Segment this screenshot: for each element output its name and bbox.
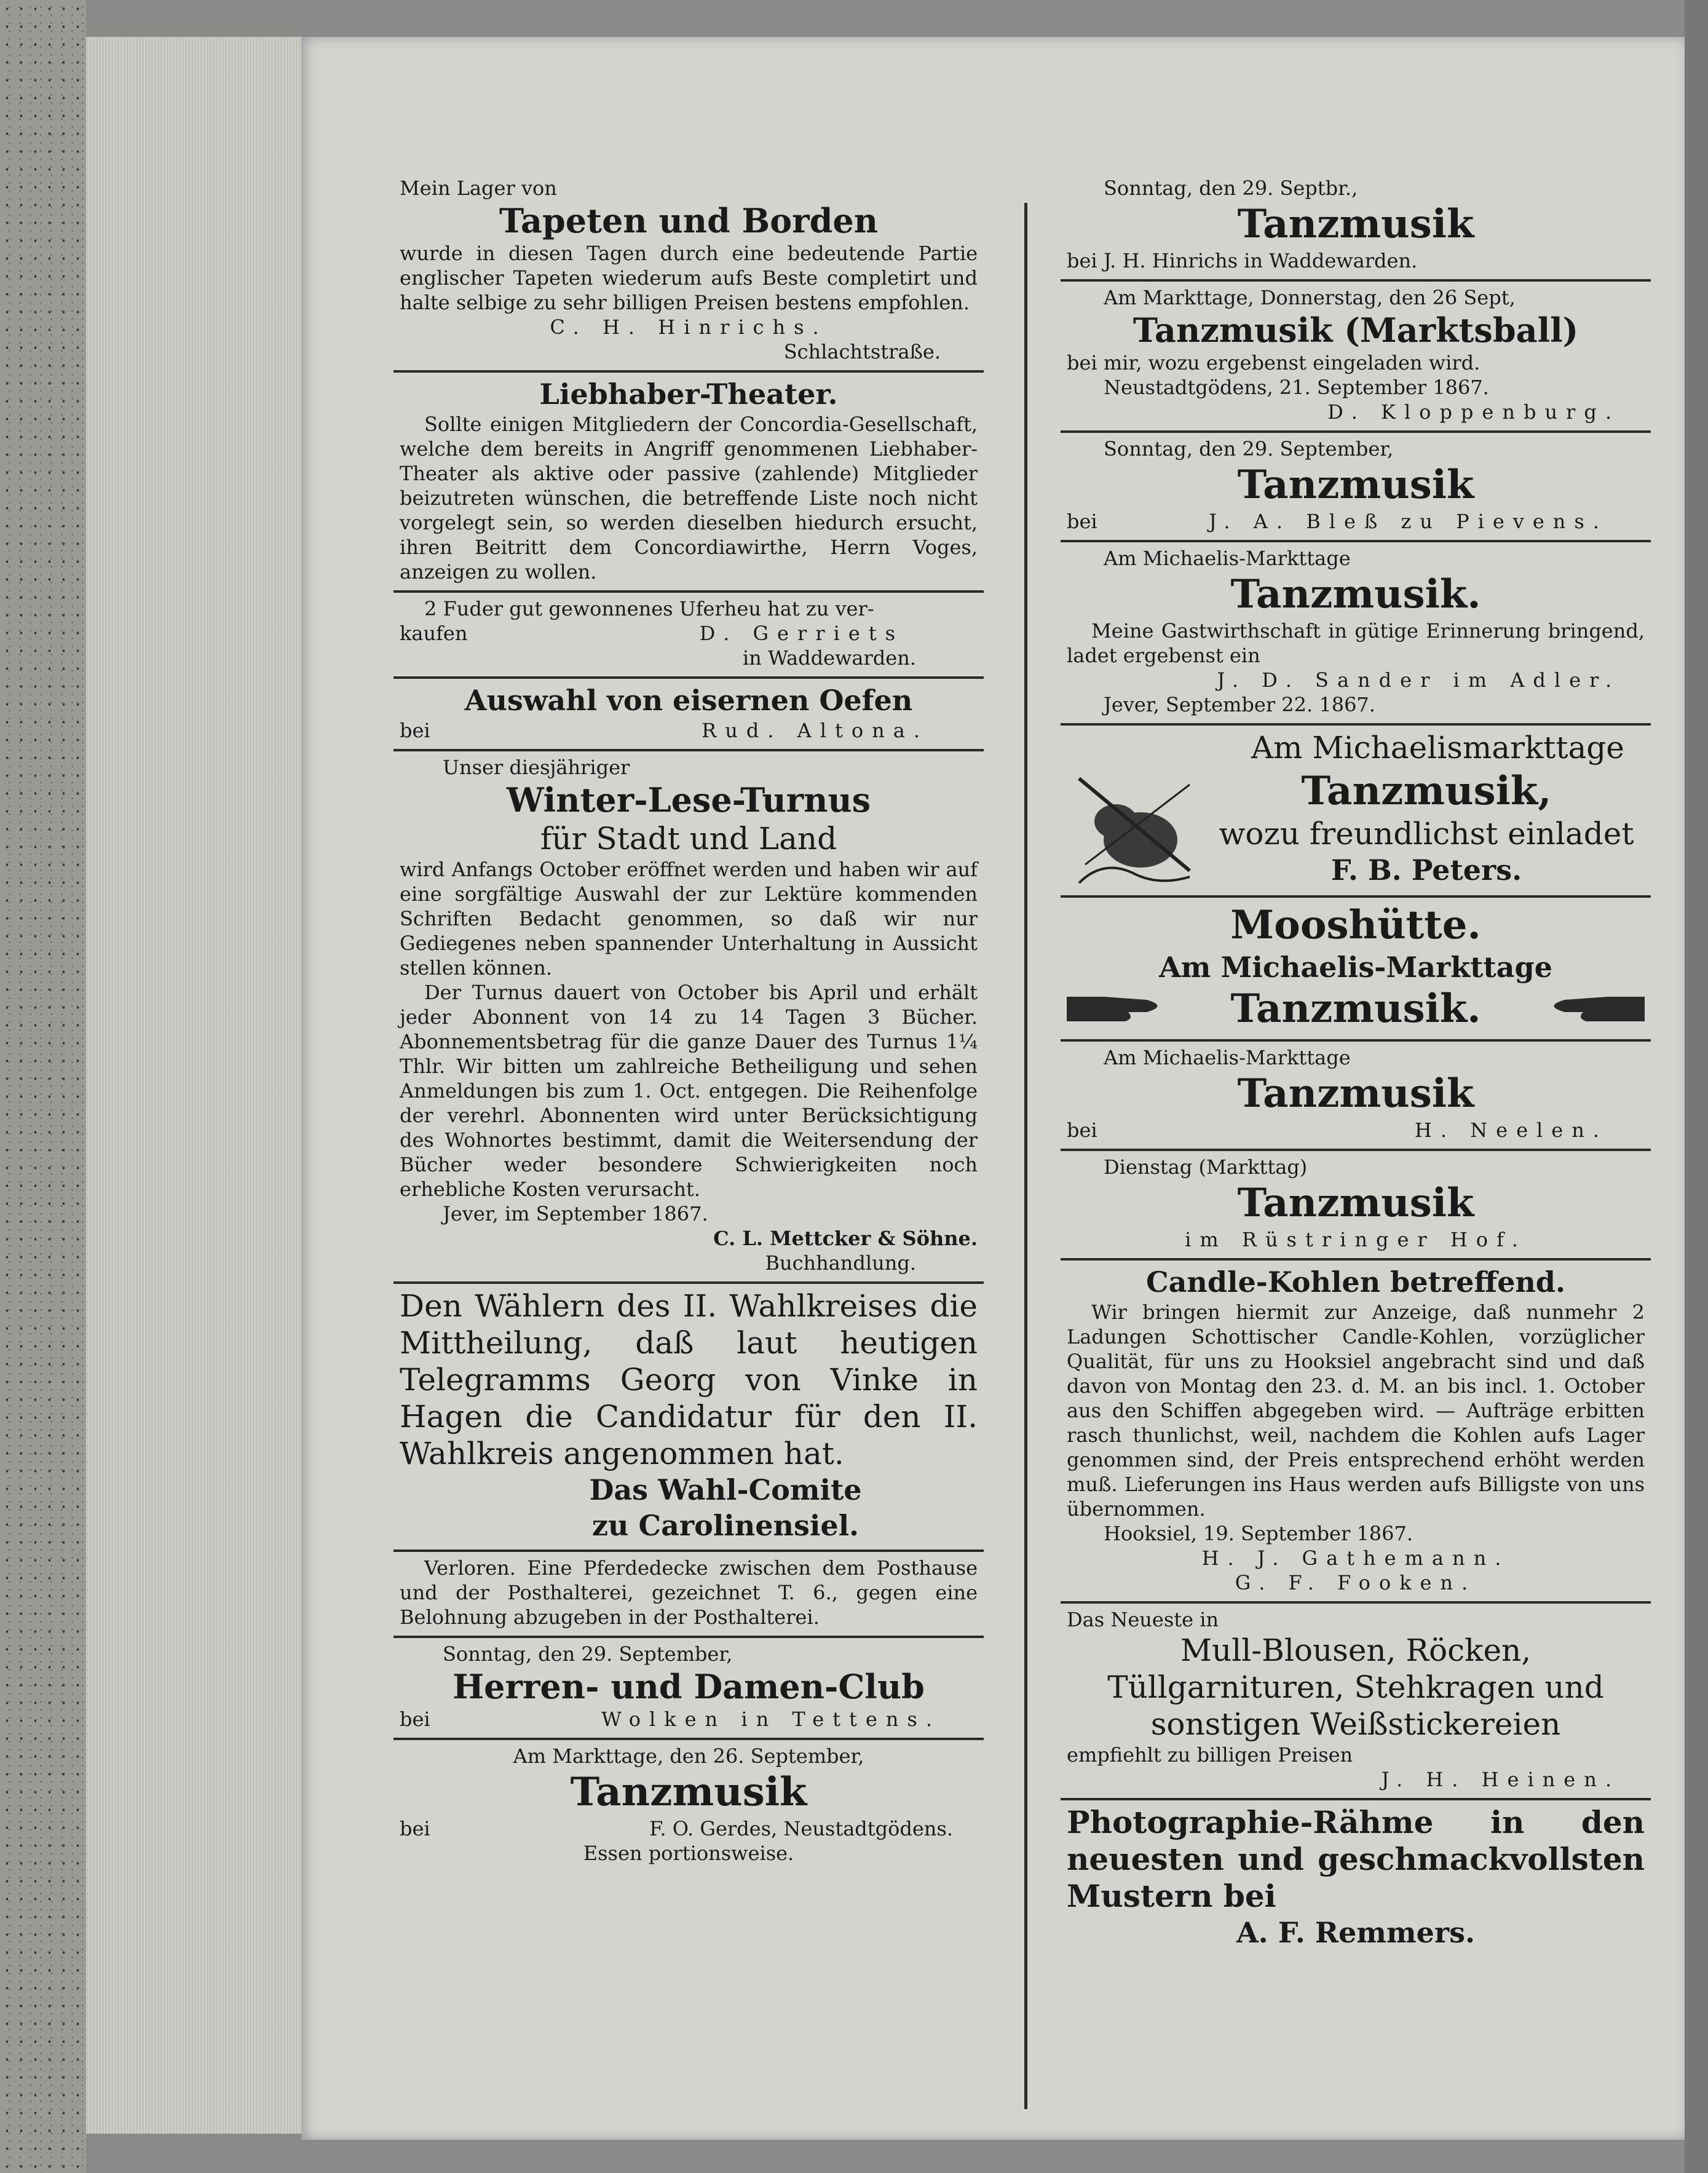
ad-place: in Waddewarden. bbox=[742, 646, 916, 670]
violin-icon bbox=[1067, 766, 1208, 889]
ad-address: Schlachtstraße. bbox=[783, 340, 941, 363]
ad-title: Tanzmusik, bbox=[1301, 768, 1552, 814]
ad-signature: Rud. Altona. bbox=[702, 719, 928, 742]
ad-verloren bbox=[393, 1552, 984, 1638]
ad-signature: F. O. Gerdes, Neustadtgödens. bbox=[649, 1817, 953, 1840]
ad-kloppenburg bbox=[1061, 282, 1651, 433]
ad-title: Tanzmusik bbox=[1237, 1180, 1474, 1226]
ad-signature: F. B. Peters. bbox=[1330, 853, 1522, 887]
ad-date: Sonntag, den 29. Septbr., bbox=[1104, 176, 1358, 200]
ad-title: Winter-Lese-Turnus bbox=[506, 780, 871, 820]
ad-signature-sub: zu Carolinensiel. bbox=[591, 1509, 860, 1542]
ad-signature: C. H. Hinrichs. bbox=[550, 315, 828, 339]
ad-title: Candle-Kohlen betreffend. bbox=[1146, 1265, 1565, 1299]
ad-wahlkreis bbox=[393, 1284, 984, 1552]
ad-title: Tanzmusik bbox=[1237, 462, 1474, 508]
ad-body: wurde in diesen Tagen durch eine bedeutende Partie englischer Tapeten wiederum aufs Beste completirt und halte selbige zu sehr billigen Preisen bestens empfohlen. bbox=[400, 242, 978, 314]
ad-title: Auswahl von eisernen Oefen bbox=[464, 684, 913, 717]
ad-bei: bei bbox=[1067, 1118, 1097, 1142]
ad-subtitle: für Stadt und Land bbox=[540, 821, 837, 857]
ad-date: Am Michaelis-Markttage bbox=[1159, 951, 1552, 984]
ad-line: 2 Fuder gut gewonnenes Uferheu hat zu ver- bbox=[424, 597, 874, 620]
right-column bbox=[1061, 172, 1651, 1957]
ad-place: Neustadtgödens, 21. September 1867. bbox=[1104, 376, 1489, 399]
ad-body: Der Turnus dauert von October bis April und erhält jeder Abonnent von 14 zu 14 Tagen 3 Bücher. Abonnementsbetrag für die ganze Dauer des Turnus 1¼ Thlr. Wir bitten um zahlreiche Betheiligung und sehen Anmeldungen bis zum 1. Oct. entgegen. Die Reihenfolge der verehrl. Abonnenten wird unter Berücksichtigung des Wohnortes bestimmt, damit die Weitersendung der Bücher weder besondere Schwierigkeiten noch erhebliche Kosten verursacht. bbox=[400, 981, 978, 1201]
ad-body: Photographie-Rähme in den neuesten und geschmackvollsten Mustern bei bbox=[1067, 1804, 1645, 1914]
ad-line: wozu freundlichst einladet bbox=[1219, 816, 1634, 852]
pointing-hand-icon bbox=[1540, 988, 1645, 1031]
ad-signature: J. H. Heinen. bbox=[1381, 1768, 1620, 1791]
ad-title: Mull-Blousen, Röcken, Tüllgarnituren, Stehkragen und sonstigen Weißstickereien bbox=[1107, 1633, 1604, 1742]
ad-date: Am Michaelis-Markttage bbox=[1104, 547, 1351, 570]
ad-date: Am Michaelismarkttage bbox=[1251, 730, 1624, 766]
ad-title: Herren- und Damen-Club bbox=[453, 1667, 925, 1706]
ad-body: Wir bringen hiermit zur Anzeige, daß nunmehr 2 Ladungen Schottischer Candle-Kohlen, vorzüglicher Qualität, für uns zu Hooksiel angebracht sind und daß davon von Montag den 23. d. M. an bis incl. 1. October aus den Schiffen abgegeben wird. — Aufträge erbitten rasch thunlichst, weil, nachdem die Kohlen aufs Lager genommen sind, der Preis entsprechend erhöht werden muß. Lieferungen ins Haus werden aufs Billigste von uns übernommen. bbox=[1067, 1300, 1645, 1521]
left-column bbox=[393, 172, 984, 1872]
ad-line: bei J. H. Hinrichs in Waddewarden. bbox=[1067, 249, 1418, 272]
page-stack-edges bbox=[86, 37, 302, 2134]
facing-page-edge bbox=[1685, 0, 1708, 2173]
ad-title: Tanzmusik bbox=[1237, 201, 1474, 247]
ad-neelen bbox=[1061, 1042, 1651, 1151]
ad-bei: bei bbox=[400, 1817, 430, 1840]
ad-title: Mooshütte. bbox=[1230, 902, 1481, 948]
ad-line: bei mir, wozu ergebenst eingeladen wird. bbox=[1067, 351, 1481, 374]
ad-subtitle: Tanzmusik. bbox=[1230, 986, 1481, 1032]
ad-title: Tanzmusik (Marktsball) bbox=[1133, 311, 1579, 350]
ad-bless bbox=[1061, 433, 1651, 542]
ad-tapeten bbox=[393, 172, 984, 373]
ad-lese-turnus bbox=[393, 751, 984, 1284]
ad-bei: bei bbox=[400, 719, 430, 742]
ad-line: im Rüstringer Hof. bbox=[1185, 1228, 1527, 1251]
ad-heinen bbox=[1061, 1604, 1651, 1800]
ad-signature: A. F. Remmers. bbox=[1236, 1916, 1476, 1949]
ad-hinrichs bbox=[1061, 172, 1651, 282]
ad-sander bbox=[1061, 542, 1651, 726]
ad-bei: bei bbox=[400, 1708, 430, 1731]
ad-bei: bei bbox=[1067, 510, 1097, 533]
ad-title: Tanzmusik bbox=[570, 1769, 807, 1815]
ad-note: Essen portionsweise. bbox=[583, 1842, 794, 1865]
column-divider bbox=[1024, 203, 1027, 2109]
ad-signature: H. J. Gathemann. bbox=[1201, 1546, 1510, 1570]
ad-signature: G. F. Fooken. bbox=[1235, 1571, 1477, 1594]
ad-title: Tanzmusik. bbox=[1230, 571, 1481, 617]
ad-body: Sollte einigen Mitgliedern der Concordia-Gesellschaft, welche dem bereits in Angriff genommenen Liebhaber-Theater als aktive oder passive (zahlende) Mitglieder beizutreten wünschen, die betreffende Liste noch nicht vorgelegt sein, so werden dieselben hiedurch ersucht, ihren Beitritt dem Concordiawirthe, Herrn Voges, anzeigen zu wollen. bbox=[400, 413, 978, 584]
ad-body: Den Wählern des II. Wahlkreises die Mittheilung, daß laut heutigen Telegramms Georg von Vinke in Hagen die Candidatur für den II. Wahlkreis angenommen hat. bbox=[400, 1288, 978, 1471]
ad-line: kaufen bbox=[400, 622, 468, 645]
ad-signature: C. L. Mettcker & Söhne. bbox=[713, 1227, 978, 1250]
ad-date: Am Markttage, den 26. September, bbox=[513, 1744, 864, 1768]
ad-date: Am Markttage, Donnerstag, den 26 Sept, bbox=[1104, 286, 1516, 309]
newspaper-page bbox=[301, 37, 1685, 2140]
ad-theater bbox=[393, 373, 984, 593]
ad-intro: Unser diesjähriger bbox=[443, 756, 630, 779]
ad-oefen bbox=[393, 679, 984, 751]
ad-signature: D. Kloppenburg. bbox=[1327, 400, 1620, 424]
ad-fuder bbox=[393, 593, 984, 679]
ad-club bbox=[393, 1638, 984, 1740]
ad-signature: J. A. Bleß zu Pievens. bbox=[1209, 510, 1608, 533]
ad-place: Jever, September 22. 1867. bbox=[1104, 693, 1375, 716]
ad-line: empfiehlt zu billigen Preisen bbox=[1067, 1743, 1353, 1767]
ad-title: Tanzmusik bbox=[1237, 1071, 1474, 1117]
ad-signature: J. D. Sander im Adler. bbox=[1217, 668, 1620, 692]
ad-date: Am Michaelis-Markttage bbox=[1104, 1046, 1351, 1069]
ad-signature: Das Wahl-Comite bbox=[589, 1473, 862, 1506]
book-cover-edge bbox=[0, 0, 86, 2173]
ad-date: Dienstag (Markttag) bbox=[1104, 1155, 1308, 1179]
ad-gerdes bbox=[393, 1740, 984, 1872]
ad-candle bbox=[1061, 1261, 1651, 1604]
ad-body: wird Anfangs October eröffnet werden und haben wir auf eine sorgfältige Auswahl der zur Lektüre kommenden Schriften Bedacht genommen, so daß wir nur Gediegenes neben spannender Unterhaltung in Aussicht stellen können. bbox=[400, 858, 978, 980]
ad-place: Hooksiel, 19. September 1867. bbox=[1104, 1522, 1413, 1545]
ad-date: Jever, im September 1867. bbox=[443, 1202, 708, 1225]
ad-remmers bbox=[1061, 1800, 1651, 1957]
ad-signature-sub: Buchhandlung. bbox=[765, 1251, 916, 1275]
ad-ruestringer bbox=[1061, 1151, 1651, 1261]
ad-signature: D. Gerriets bbox=[699, 622, 904, 645]
ad-signature: Wolken in Tettens. bbox=[601, 1708, 941, 1731]
ad-mooshuette bbox=[1061, 898, 1651, 1042]
pointing-hand-icon bbox=[1067, 988, 1171, 1031]
ad-date: Sonntag, den 29. September, bbox=[443, 1642, 733, 1666]
ad-intro: Mein Lager von bbox=[400, 176, 557, 200]
ad-signature: H. Neelen. bbox=[1414, 1118, 1608, 1142]
ad-intro: Das Neueste in bbox=[1067, 1608, 1219, 1631]
ad-body: Meine Gastwirthschaft in gütige Erinnerung bringend, ladet ergebenst ein bbox=[1067, 619, 1645, 667]
ad-title: Tapeten und Borden bbox=[499, 201, 879, 240]
ad-date: Sonntag, den 29. September, bbox=[1104, 437, 1394, 461]
ad-peters bbox=[1061, 726, 1651, 898]
ad-body: Verloren. Eine Pferdedecke zwischen dem Posthause und der Posthalterei, gezeichnet T. 6., gegen eine Belohnung abzugeben in der Posthalterei. bbox=[400, 1556, 978, 1629]
ad-title: Liebhaber-Theater. bbox=[539, 378, 838, 411]
